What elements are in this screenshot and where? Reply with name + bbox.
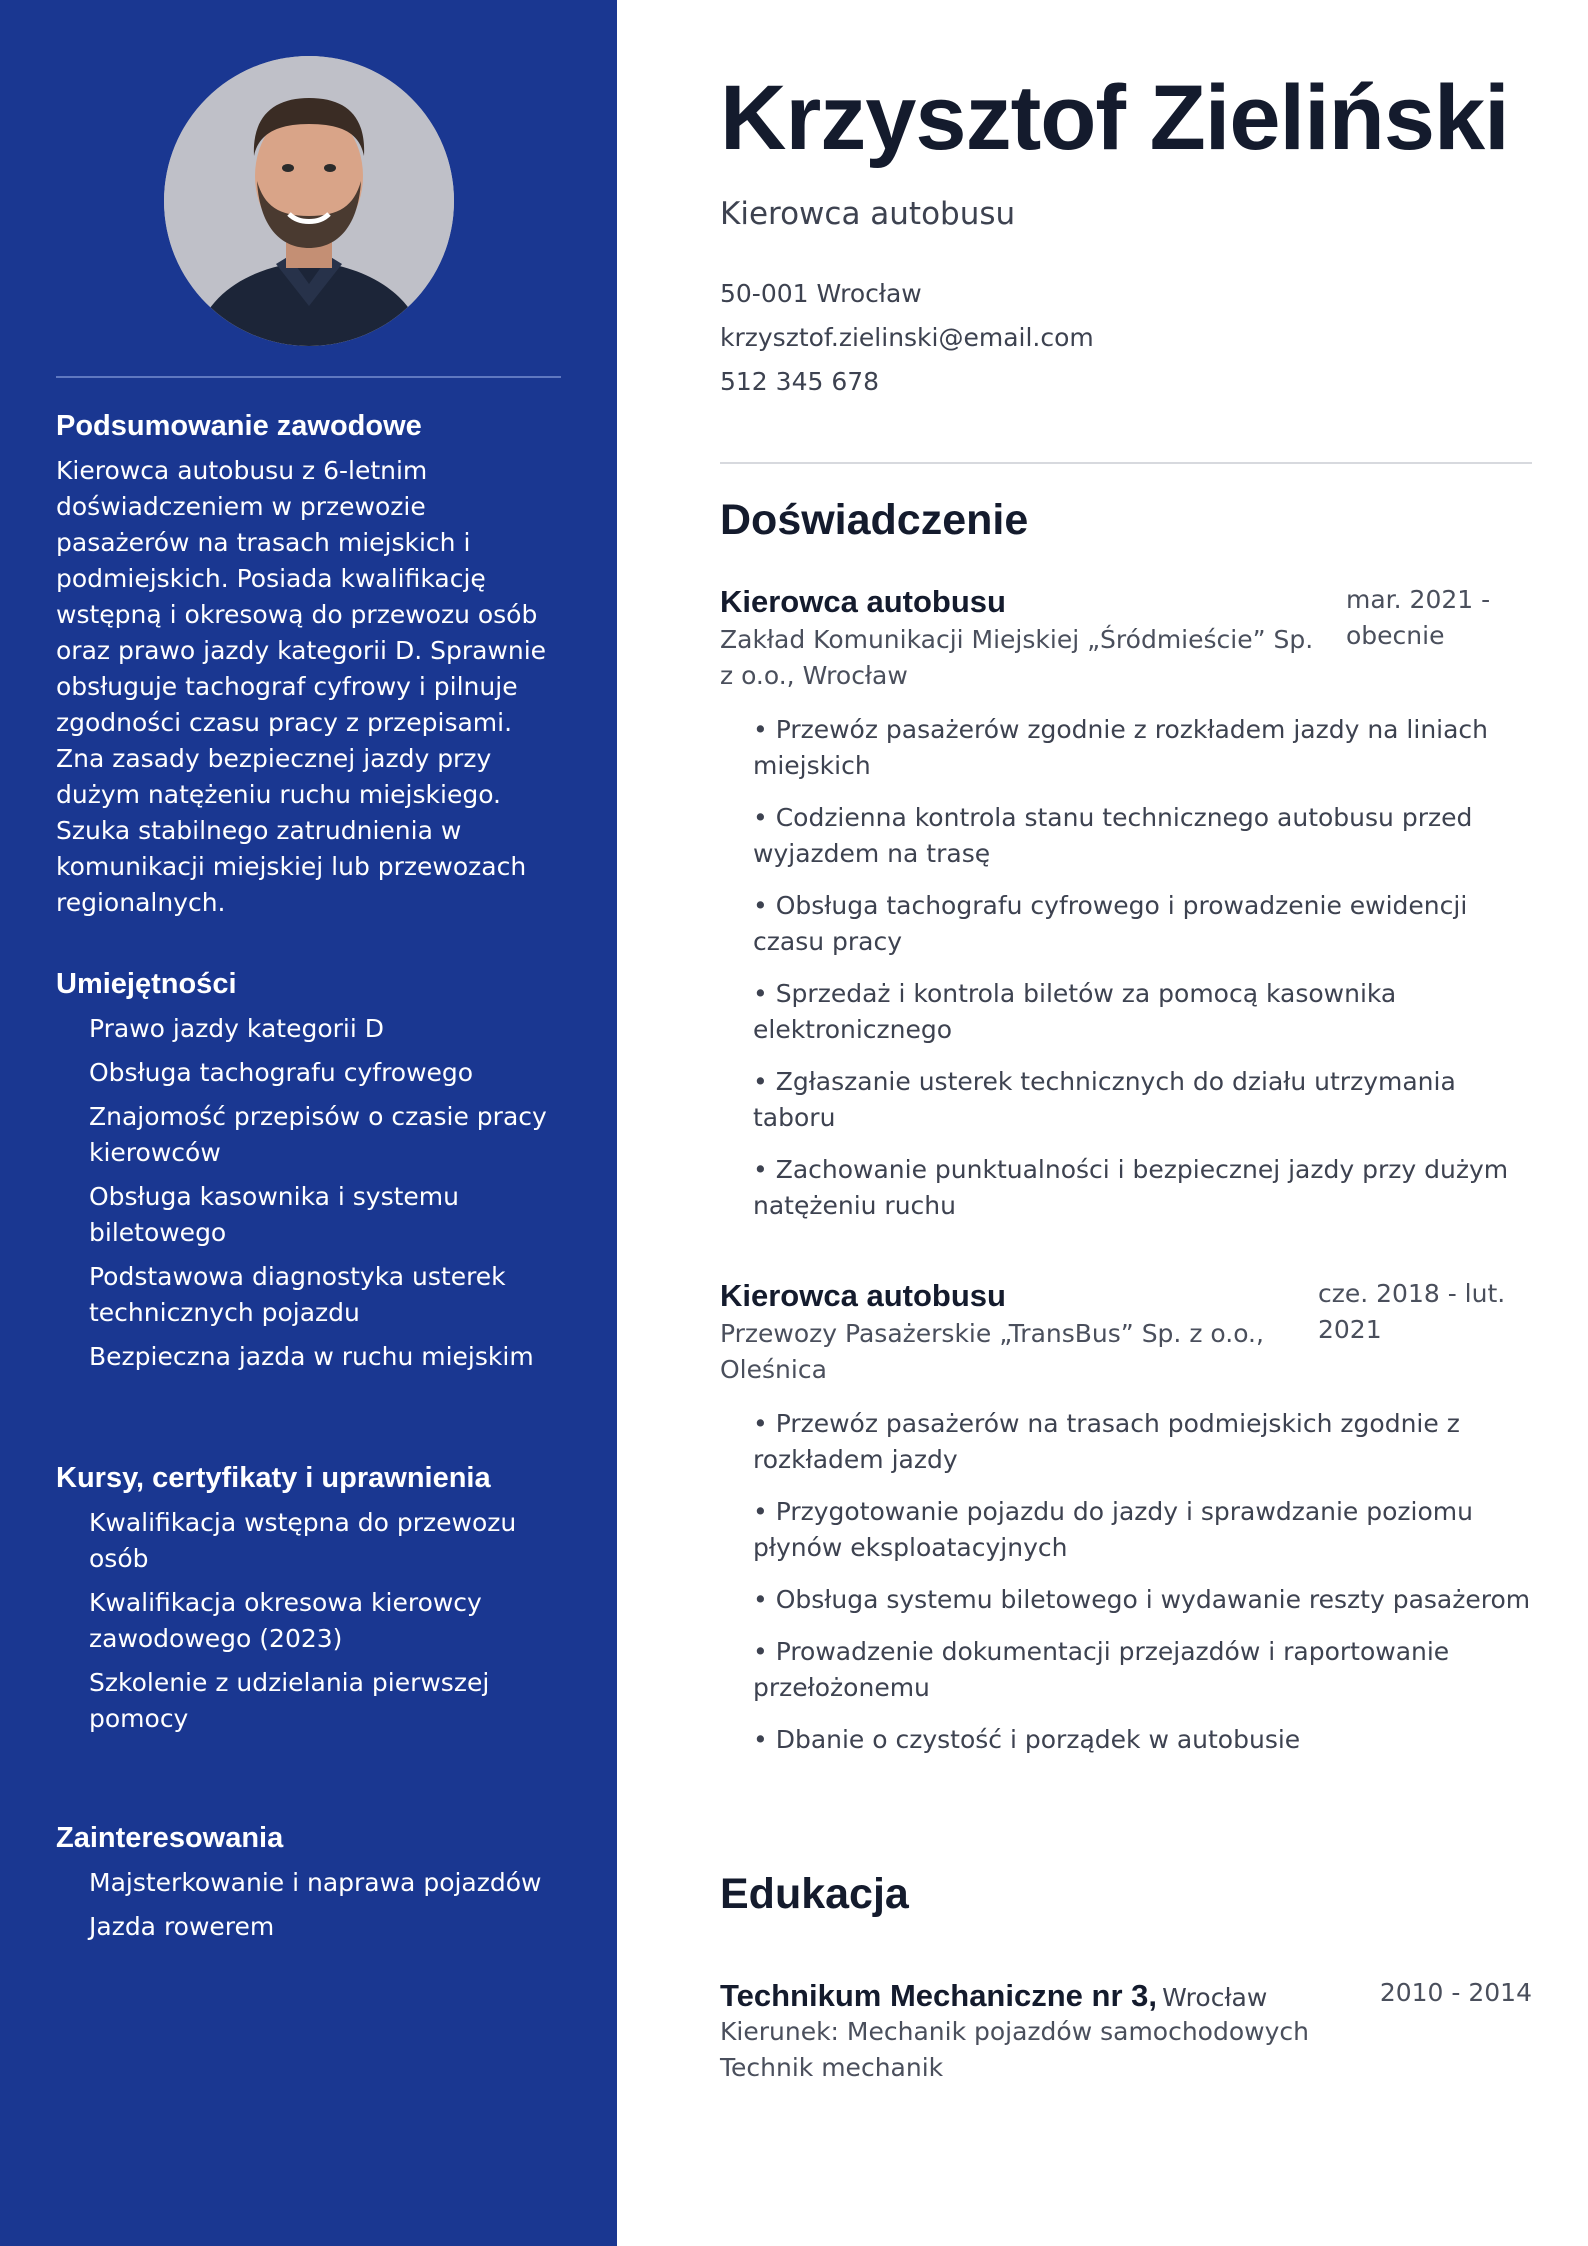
- courses-list: [56, 1505, 561, 1737]
- skill-item: Obsługa tachografu cyfrowego: [89, 1058, 474, 1087]
- job-date: cze. 2018 - lut. 2021: [1318, 1279, 1506, 1344]
- summary-section: [56, 410, 561, 921]
- summary-text: Kierowca autobusu z 6-letnim doświadczeniem w przewozie pasażerów na trasach miejskich i podmiejskich. Posiada kwalifikację wstępną i okresową do przewozu osób oraz prawo jazdy kategorii D. Sprawnie obsługuje tachograf cyfrowy i pilnuje zgodności czasu pracy z przepisami. Zna zasady bezpiecznej jazdy przy dużym natężeniu ruchu miejskiego. Szuka stabilnego zatrudnienia w komunikacji miejskiej lub przewozach regionalnych.: [56, 456, 547, 917]
- courses-section: [56, 1462, 561, 1745]
- contact-info: [720, 272, 1094, 404]
- job-company: Zakład Komunikacji Miejskiej „Śródmieście” Sp. z o.o., Wrocław: [720, 625, 1314, 690]
- sidebar: [0, 0, 617, 2246]
- education-degree: Technik mechanik: [720, 2053, 944, 2082]
- skills-list: [56, 1011, 561, 1375]
- job-header: [720, 1276, 1532, 1388]
- contact-address: 50-001 Wrocław: [720, 279, 922, 308]
- job-entry-1: [720, 582, 1532, 1240]
- interests-list: [56, 1865, 561, 1945]
- education-school: Technikum Mechaniczne nr 3,: [720, 1978, 1157, 2013]
- skills-section: [56, 968, 561, 1383]
- candidate-name: Krzysztof Zieliński: [720, 67, 1509, 169]
- education-entry: [720, 1978, 1532, 2086]
- job-bullet: • Obsługa systemu biletowego i wydawanie reszty pasażerom: [753, 1585, 1531, 1614]
- education-date: 2010 - 2014: [1379, 1978, 1532, 2007]
- interest-item: Majsterkowanie i naprawa pojazdów: [89, 1868, 542, 1897]
- job-bullet: • Prowadzenie dokumentacji przejazdów i raportowanie przełożonemu: [753, 1637, 1450, 1702]
- job-bullet: • Zachowanie punktualności i bezpiecznej jazdy przy dużym natężeniu ruchu: [753, 1155, 1509, 1220]
- course-item: Kwalifikacja wstępna do przewozu osób: [89, 1508, 517, 1573]
- education-heading: Edukacja: [720, 1870, 909, 1918]
- summary-heading: Podsumowanie zawodowe: [56, 410, 422, 442]
- avatar-portrait: [164, 56, 454, 346]
- contact-email[interactable]: krzysztof.zielinski@email.com: [720, 323, 1094, 352]
- contact-phone[interactable]: 512 345 678: [720, 367, 880, 396]
- skill-item: Znajomość przepisów o czasie pracy kierowców: [89, 1102, 547, 1167]
- job-bullet: • Przewóz pasażerów na trasach podmiejskich zgodnie z rozkładem jazdy: [753, 1409, 1460, 1474]
- job-bullet: • Sprzedaż i kontrola biletów za pomocą kasownika elektronicznego: [753, 979, 1397, 1044]
- courses-heading: Kursy, certyfikaty i uprawnienia: [56, 1462, 491, 1494]
- job-bullet: • Codzienna kontrola stanu technicznego autobusu przed wyjazdem na trasę: [753, 803, 1473, 868]
- job-company: Przewozy Pasażerskie „TransBus” Sp. z o.o., Oleśnica: [720, 1319, 1264, 1384]
- interest-item: Jazda rowerem: [89, 1912, 275, 1941]
- job-bullets: [720, 1406, 1532, 1758]
- skills-heading: Umiejętności: [56, 968, 237, 1000]
- header-divider: [720, 462, 1532, 464]
- job-role: Kierowca autobusu: [720, 1278, 1006, 1313]
- job-role: Kierowca autobusu: [720, 584, 1006, 619]
- job-bullet: • Obsługa tachografu cyfrowego i prowadzenie ewidencji czasu pracy: [753, 891, 1468, 956]
- profile-photo: [164, 56, 454, 346]
- job-header: [720, 582, 1532, 694]
- interests-section: [56, 1822, 561, 1953]
- skill-item: Podstawowa diagnostyka usterek technicznych pojazdu: [89, 1262, 506, 1327]
- course-item: Kwalifikacja okresowa kierowcy zawodowego (2023): [89, 1588, 482, 1653]
- job-bullet: • Dbanie o czystość i porządek w autobusie: [753, 1725, 1301, 1754]
- sidebar-divider: [56, 376, 561, 378]
- job-bullets: [720, 712, 1532, 1224]
- candidate-job-title: Kierowca autobusu: [720, 196, 1016, 232]
- skill-item: Obsługa kasownika i systemu biletowego: [89, 1182, 459, 1247]
- education-field: Kierunek: Mechanik pojazdów samochodowych: [720, 2017, 1309, 2046]
- job-bullet: • Przewóz pasażerów zgodnie z rozkładem jazdy na liniach miejskich: [753, 715, 1489, 780]
- education-city: Wrocław: [1162, 1983, 1268, 2012]
- interests-heading: Zainteresowania: [56, 1822, 284, 1854]
- job-entry-2: [720, 1276, 1532, 1774]
- skill-item: Bezpieczna jazda w ruchu miejskim: [89, 1342, 534, 1371]
- job-bullet: • Przygotowanie pojazdu do jazdy i sprawdzanie poziomu płynów eksploatacyjnych: [753, 1497, 1473, 1562]
- experience-heading: Doświadczenie: [720, 496, 1029, 544]
- job-date: mar. 2021 - obecnie: [1346, 585, 1491, 650]
- job-bullet: • Zgłaszanie usterek technicznych do działu utrzymania taboru: [753, 1067, 1456, 1132]
- course-item: Szkolenie z udzielania pierwszej pomocy: [89, 1668, 490, 1733]
- skill-item: Prawo jazdy kategorii D: [89, 1014, 384, 1043]
